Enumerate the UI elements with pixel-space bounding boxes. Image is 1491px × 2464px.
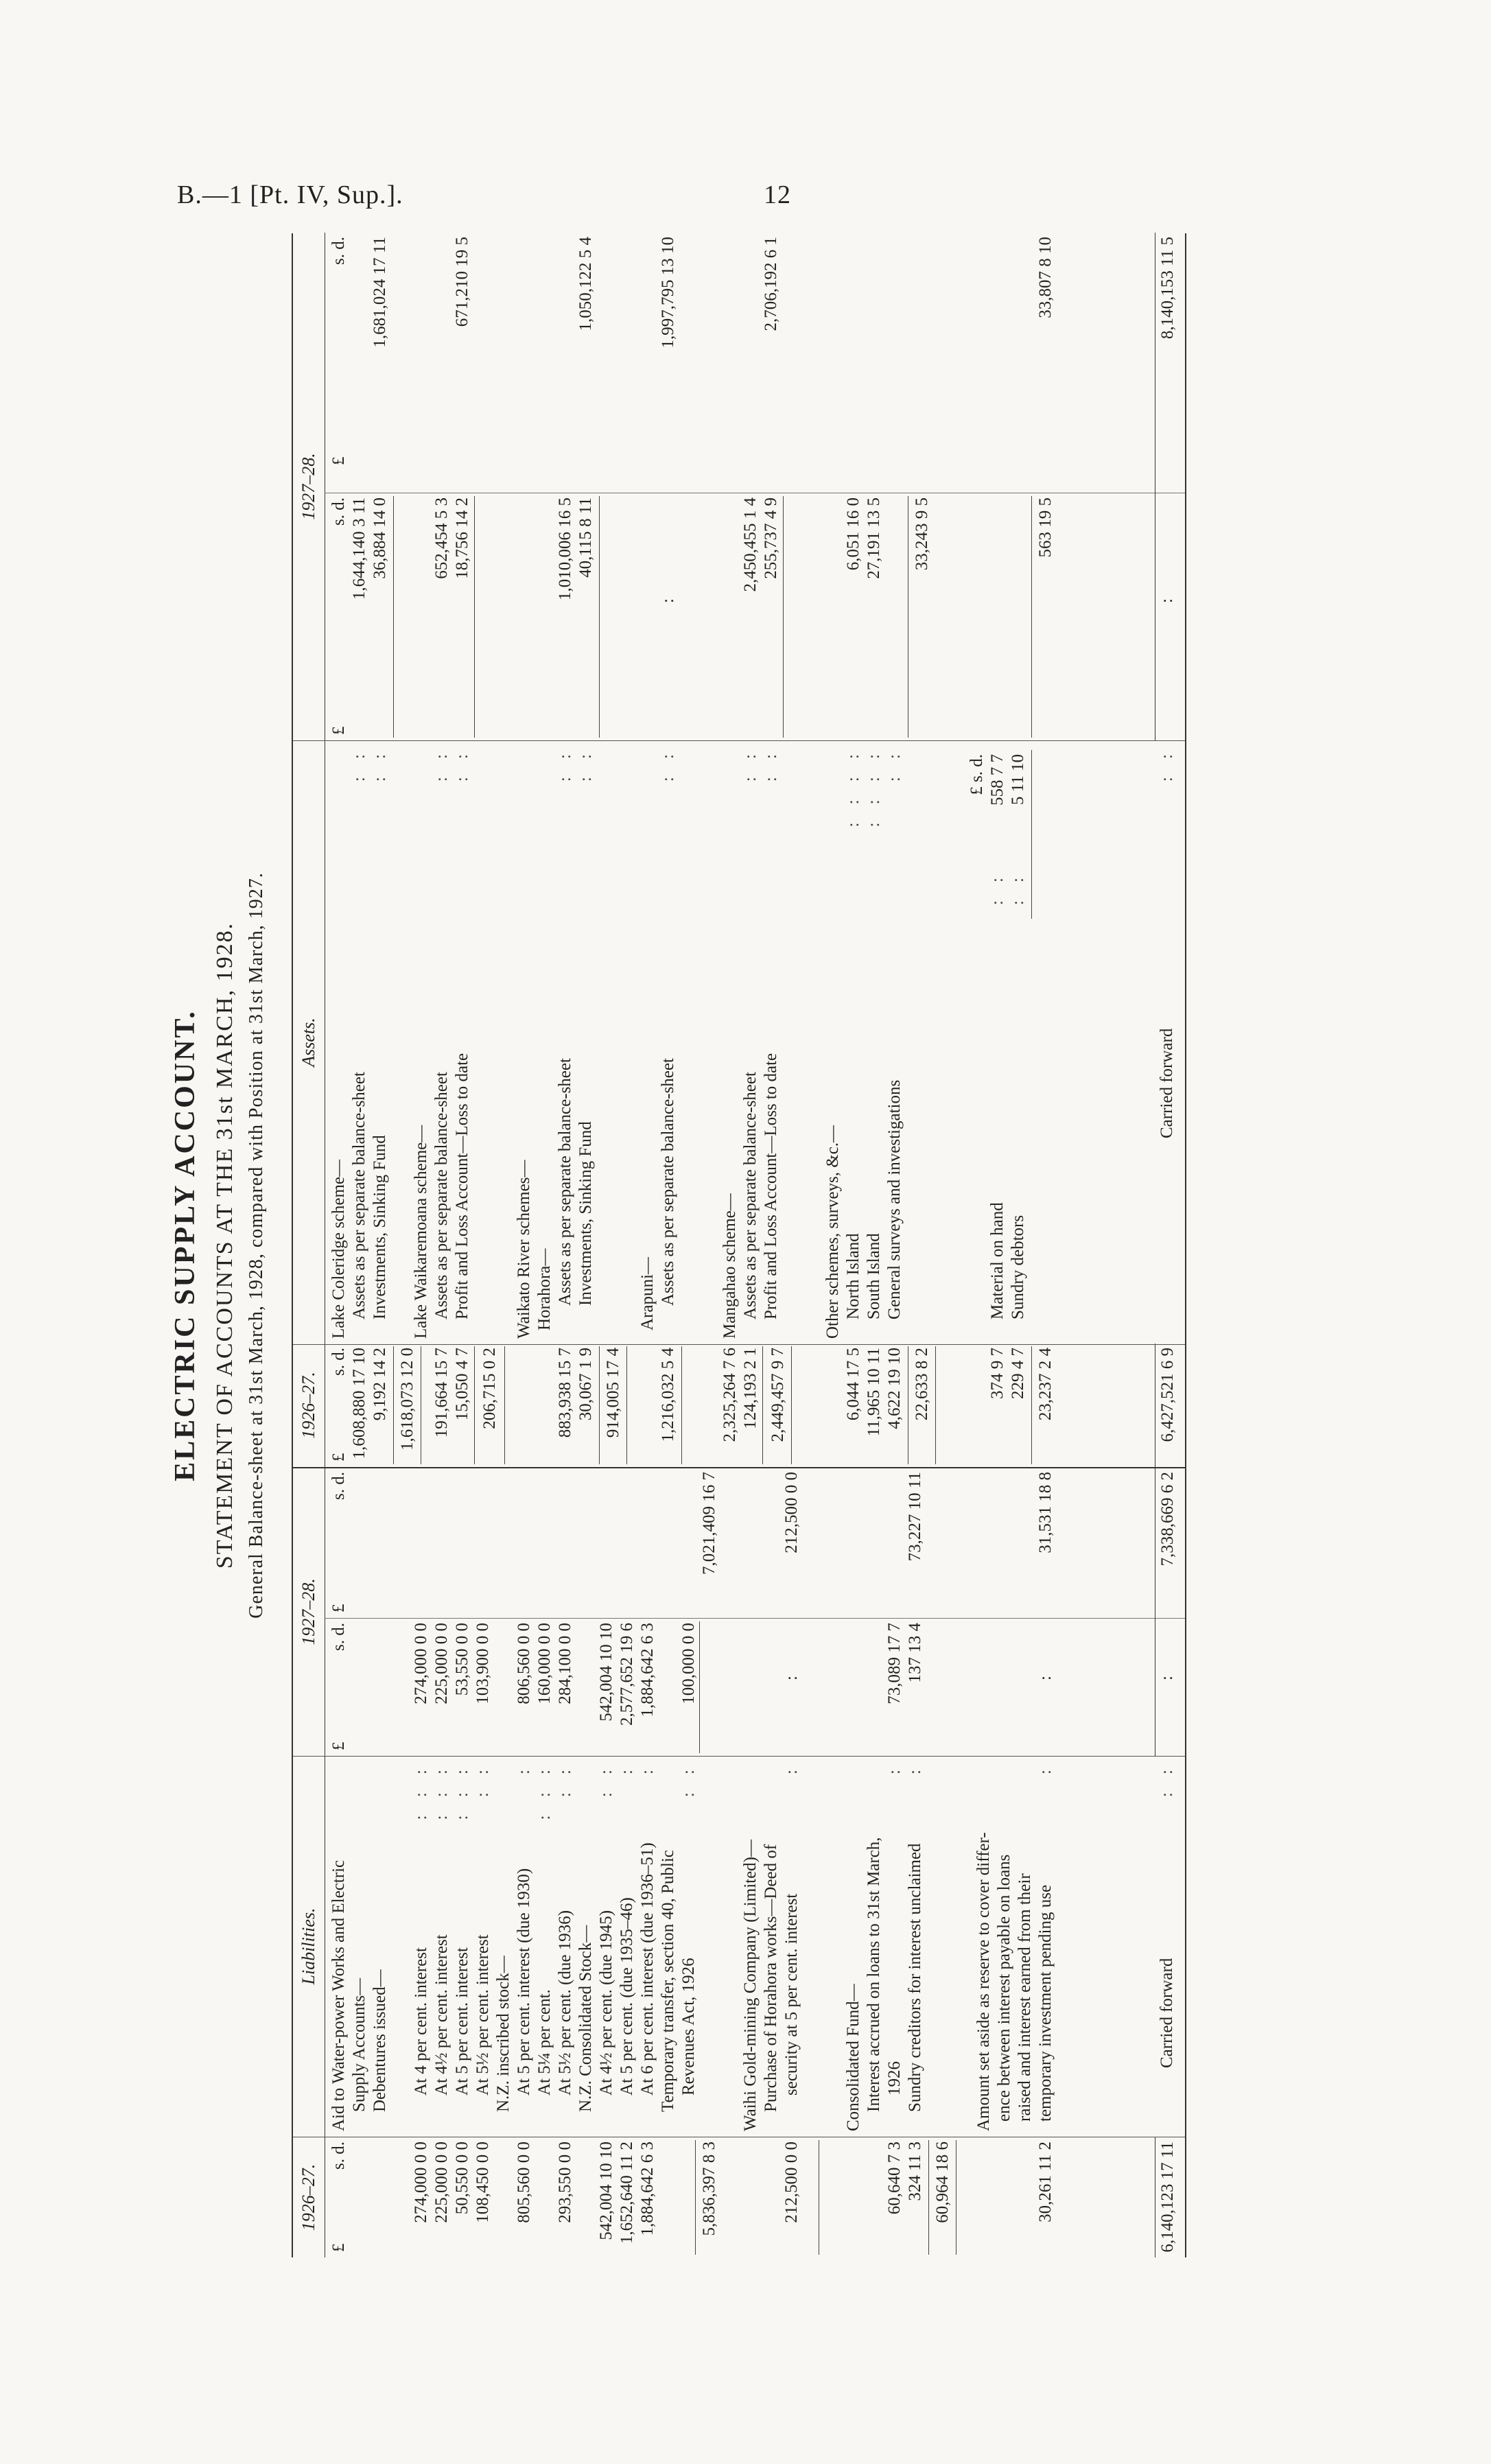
line: Sundry creditors for interest unclaimed xyxy=(906,1843,924,2112)
line: General surveys and investigations xyxy=(885,1079,904,1319)
ditto-colon: : xyxy=(1036,1676,1055,1680)
amount: 103,900 0 0 xyxy=(473,1623,492,1704)
line: Purchase of Horahora works—Deed of xyxy=(762,1844,780,2112)
amount: 293,550 0 0 xyxy=(556,2142,574,2223)
amount: 1,652,640 11 2 xyxy=(618,2142,636,2244)
subtotal: 671,210 19 5 xyxy=(453,237,471,327)
amount: 2,577,652 19 6 xyxy=(618,1623,636,1726)
pound-sign: £ xyxy=(329,1604,348,1612)
amount: 124,193 2 1 xyxy=(741,1348,760,1429)
line: Sundry debtors xyxy=(1009,1215,1027,1319)
pound-sign: £ xyxy=(329,726,348,735)
amount: 2,450,455 1 4 xyxy=(741,497,760,592)
amount: 5 11 10 xyxy=(1009,754,1027,806)
line: security at 5 per cent. interest xyxy=(782,1893,801,2096)
amount: 229 4 7 xyxy=(1009,1348,1027,1399)
amount: 191,664 15 7 xyxy=(432,1348,451,1438)
sd-header: s. d. xyxy=(329,2142,348,2170)
amount: 160,000 0 0 xyxy=(535,1623,554,1704)
carried-forward-total: 8,140,153 11 5 xyxy=(1158,237,1177,340)
line: South Island xyxy=(865,1233,883,1319)
amount: 6,044 17 5 xyxy=(844,1348,862,1421)
line: Horahora— xyxy=(535,1248,554,1330)
amount: 1,010,006 16 5 xyxy=(556,497,574,600)
sd-header: s. d. xyxy=(329,497,348,526)
liabilities-header: Liabilities. xyxy=(293,1756,325,2137)
ditto-colon: : xyxy=(1158,598,1176,603)
line: Mangahao scheme— xyxy=(720,1193,739,1339)
line: raised and interest earned from their xyxy=(1015,1873,1034,2122)
pound-sign: £ xyxy=(329,1741,348,1750)
amount: 30,067 1 9 xyxy=(576,1348,595,1421)
line: Interest accrued on loans to 31st March, xyxy=(865,1837,883,2112)
amount: 11,965 10 11 xyxy=(865,1348,883,1437)
line: Assets as per separate balance-sheet xyxy=(741,1072,760,1319)
amount: 374 9 7 xyxy=(988,1348,1007,1399)
line: At 4½ per cent. interest xyxy=(432,1934,451,2096)
document-reference: B.—1 [Pt. IV, Sup.]. xyxy=(177,180,403,209)
sd-header: s. d. xyxy=(329,1623,348,1651)
amount: 1,608,880 17 10 xyxy=(350,1348,368,1459)
subtotal: 212,500 0 0 xyxy=(782,1472,801,1553)
line: Temporary transfer, section 40, Public xyxy=(659,1850,677,2112)
amount: 806,560 0 0 xyxy=(515,1623,533,1704)
amount: 284,100 0 0 xyxy=(556,1623,574,1704)
amount: 100,000 0 0 xyxy=(679,1623,698,1704)
statement-title: STATEMENT OF ACCOUNTS AT THE 31st MARCH, 1928. xyxy=(212,922,237,1569)
amount: 36,884 14 0 xyxy=(371,497,389,579)
subtotal: 31,531 18 8 xyxy=(1036,1472,1055,1553)
assets-1926-27-column xyxy=(293,1344,1185,1468)
carried-forward-total: 6,427,521 6 9 xyxy=(1158,1348,1177,1442)
amount: 73,089 17 7 xyxy=(885,1623,904,1704)
ditto-colon: : xyxy=(1158,1676,1176,1680)
line: Investments, Sinking Fund xyxy=(371,1135,389,1319)
line: Lake Waikaremoana scheme— xyxy=(412,1125,430,1339)
subtotal: 5,836,397 8 3 xyxy=(700,2142,718,2236)
line: Waikato River schemes— xyxy=(515,1160,533,1339)
amount: 27,191 13 5 xyxy=(865,497,883,579)
line: Waihi Gold-mining Company (Limited)— xyxy=(741,1839,760,2131)
line: Profit and Loss Account—Loss to date xyxy=(453,1053,471,1319)
line: Debentures issued— xyxy=(371,1969,389,2112)
carried-forward-total: 7,338,669 6 2 xyxy=(1158,1472,1177,1567)
amount: 4,622 19 10 xyxy=(885,1348,904,1429)
ditto-colon: : xyxy=(659,598,677,603)
sd-header: s. d. xyxy=(329,1472,348,1500)
pound-sign: £ xyxy=(329,2243,348,2252)
subtotal: 1,997,795 13 10 xyxy=(659,237,677,349)
amount: 563 19 5 xyxy=(1036,497,1055,558)
subtotal: 1,681,024 17 11 xyxy=(371,237,389,348)
amount: 1,216,032 5 4 xyxy=(659,1348,677,1442)
carried-forward-total: 6,140,123 17 11 xyxy=(1158,2142,1177,2253)
subtotal: 23,237 2 4 xyxy=(1036,1348,1055,1421)
sd-header: s. d. xyxy=(329,237,348,265)
line: At 5 per cent. interest (due 1930) xyxy=(515,1868,533,2096)
amount: 15,050 4 7 xyxy=(453,1348,471,1421)
amount: 53,550 0 0 xyxy=(453,1623,471,1696)
line: Assets as per separate balance-sheet xyxy=(556,1058,574,1306)
balance-sheet-title: General Balance-sheet at 31st March, 1928, compared with Position at 31st March, 1927. xyxy=(246,872,267,1619)
amount: 225,000 0 0 xyxy=(432,1623,451,1704)
line: temporary investment pending use xyxy=(1036,1884,1055,2122)
amount: 50,550 0 0 xyxy=(453,2142,471,2215)
amount: 18,756 14 2 xyxy=(453,497,471,579)
line: Aid to Water-power Works and Electric xyxy=(329,1859,348,2131)
subtotal: 914,005 17 4 xyxy=(604,1348,622,1438)
line: At 5 per cent. (due 1935–46) xyxy=(618,1897,636,2096)
line: At 6 per cent. interest (due 1936–51) xyxy=(638,1842,657,2096)
amount: 805,560 0 0 xyxy=(515,2142,533,2223)
line: Assets as per separate balance-sheet xyxy=(350,1072,368,1319)
assets-1927-28-column xyxy=(293,233,1185,741)
amount: 40,115 8 11 xyxy=(576,497,595,578)
amount: 225,000 0 0 xyxy=(432,2142,451,2223)
amount: 1,884,642 6 3 xyxy=(638,2142,657,2236)
line: Supply Accounts— xyxy=(350,1978,368,2112)
amount: 2,325,264 7 6 xyxy=(720,1348,739,1442)
amount: 33,243 9 5 xyxy=(913,497,931,571)
amount: 6,051 16 0 xyxy=(844,497,862,571)
line: Assets as per separate balance-sheet xyxy=(659,1058,677,1306)
inner-money-header: £ s. d. xyxy=(967,754,986,795)
amount: 274,000 0 0 xyxy=(412,2142,430,2223)
rotated-sheet xyxy=(169,233,1204,2257)
balance-sheet-table xyxy=(292,233,1186,2257)
subtotal: 206,715 0 2 xyxy=(480,1348,499,1429)
amount: 60,640 7 3 xyxy=(885,2142,904,2215)
assets-prev-header: 1926–27. xyxy=(293,1344,325,1467)
carried-forward-label: Carried forward xyxy=(1158,1028,1176,1138)
liabilities-1927-28-column xyxy=(293,1468,1185,1757)
liabilities-prev-header: 1926–27. xyxy=(293,2137,325,2257)
subtotal: 60,964 18 6 xyxy=(933,2142,952,2223)
pound-sign: £ xyxy=(329,456,348,465)
assets-description-column: Assets. Lake Coleridge scheme— Assets as per separate balance-sheet : : Investments, Sinking Fund : : Lake Waikaremoana scheme— Assets as per separate balance-sheet : : Profit and Loss Account—Loss to date : : Waikato River schemes— Horahora— Assets as per separate balance-sheet : : Investments, Sinking Fund : : Arapuni— Assets as per separate balance-sheet : : Mangahao scheme— Assets as per separate balance-sheet : : Profit and Loss Account—Loss to date : : Other schemes, surveys, &c.— North Island : : : : South Island : : : : General surveys and investigations : : £ s. d. Material on hand : : 558 7 7 Sundry debtors : : 5 11 10 Carried forward : : xyxy=(293,740,1185,1345)
line: At 5½ per cent. interest xyxy=(473,1934,492,2096)
page-header xyxy=(177,180,795,214)
liabilities-curr-header: 1927–28. xyxy=(293,1468,325,1756)
line: Revenues Act, 1926 xyxy=(679,1958,698,2096)
liabilities-1926-27-column xyxy=(293,2137,1185,2257)
subtotal: 22,633 8 2 xyxy=(913,1348,931,1421)
line: At 5½ per cent. (due 1936) xyxy=(556,1910,574,2096)
subtotal: 1,618,073 12 0 xyxy=(398,1348,416,1451)
subtotal: 33,807 8 10 xyxy=(1036,237,1055,318)
carried-forward-label: Carried forward xyxy=(1158,1958,1176,2068)
line: At 5¼ per cent. xyxy=(535,1989,554,2096)
ditto-colon: : xyxy=(782,1676,801,1680)
line: Amount set aside as reserve to cover differ- xyxy=(974,1832,993,2131)
assets-curr-header: 1927–28. xyxy=(293,233,325,740)
line: Arapuni— xyxy=(638,1257,657,1330)
subtotal: 7,021,409 16 7 xyxy=(700,1472,718,1575)
pound-sign: £ xyxy=(329,1453,348,1462)
title-block xyxy=(169,233,274,2257)
amount: 108,450 0 0 xyxy=(473,2142,492,2223)
line: Investments, Sinking Fund xyxy=(576,1121,595,1306)
subtotal: 73,227 10 11 xyxy=(906,1472,924,1562)
main-title: ELECTRIC SUPPLY ACCOUNT. xyxy=(169,1009,201,1481)
amount: 542,004 10 10 xyxy=(597,1623,615,1722)
line: At 4 per cent. interest xyxy=(412,1947,430,2096)
line: 1926 xyxy=(885,2061,904,2096)
line: At 5 per cent. interest xyxy=(453,1947,471,2096)
subtotal: 1,050,122 5 4 xyxy=(576,237,595,331)
line: At 4½ per cent. (due 1945) xyxy=(597,1910,615,2096)
subtotal: 2,706,192 6 1 xyxy=(762,237,780,331)
line: Material on hand xyxy=(988,1202,1007,1319)
assets-header: Assets. xyxy=(293,740,325,1344)
amount: 255,737 4 9 xyxy=(762,497,780,579)
line: ence between interest payable on loans xyxy=(995,1854,1013,2122)
subtotal: 2,449,457 9 7 xyxy=(768,1348,787,1442)
amount: 212,500 0 0 xyxy=(782,2142,801,2223)
amount: 1,644,140 3 11 xyxy=(350,497,368,600)
amount: 558 7 7 xyxy=(988,754,1007,806)
line: North Island xyxy=(844,1233,862,1319)
line: Lake Coleridge scheme— xyxy=(329,1159,348,1339)
amount: 1,884,642 6 3 xyxy=(638,1623,657,1717)
liabilities-description-column: Liabilities. Aid to Water-power Works and Electric Supply Accounts— Debentures issued— At 4 per cent. interest : : : At 4½ per cent. interest : : : At 5 per cent. interest : : : At 5½ per cent. interest : : N.Z. inscribed stock— At 5 per cent. interest (due 1930) : At 5¼ per cent. : : : At 5½ per cent. (due 1936) : : N.Z. Consolidated Stock— At 4½ per cent. (due 1945) : : At 5 per cent. (due 1935–46) : At 6 per cent. interest (due 1936–51) : Temporary transfer, section 40, Public Revenues Act, 1926 : : Waihi Gold-mining Company (Limited)— Purchase of Horahora works—Deed of security at 5 per cent. interest : Consolidated Fund— Interest accrued on loans to 31st March, 1926 : Sundry creditors for interest unclaimed : Amount set aside as reserve to cover differ- ence between interest payable on loans raised and interest earned from their temporary investment pending use : Carried forward : : xyxy=(293,1756,1185,2137)
amount: 30,261 11 2 xyxy=(1036,2142,1055,2222)
line: Consolidated Fund— xyxy=(844,1984,862,2131)
line: Assets as per separate balance-sheet xyxy=(432,1072,451,1319)
amount: 542,004 10 10 xyxy=(597,2142,615,2240)
line: N.Z. Consolidated Stock— xyxy=(576,1925,595,2112)
amount: 274,000 0 0 xyxy=(412,1623,430,1704)
page-number: 12 xyxy=(764,180,791,209)
amount: 324 11 3 xyxy=(906,2142,924,2201)
sd-header: s. d. xyxy=(329,1348,348,1376)
line: Other schemes, surveys, &c.— xyxy=(823,1125,842,1339)
amount: 652,454 5 3 xyxy=(432,497,451,579)
amount: 883,938 15 7 xyxy=(556,1348,574,1438)
line: N.Z. inscribed stock— xyxy=(494,1956,513,2112)
line: Profit and Loss Account—Loss to date xyxy=(762,1053,780,1319)
amount: 137 13 4 xyxy=(906,1623,924,1683)
amount: 9,192 14 2 xyxy=(371,1348,389,1421)
